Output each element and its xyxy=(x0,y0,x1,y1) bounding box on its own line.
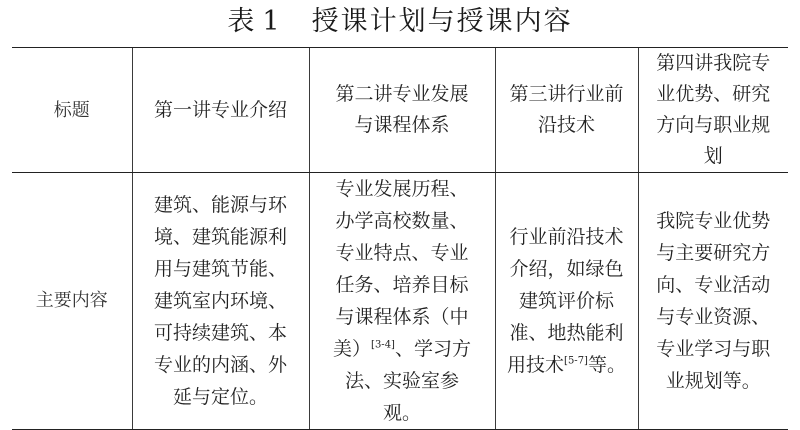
caption-label: 表 xyxy=(227,6,257,37)
content-lecture-1: 建筑、能源与环境、建筑能源利用与建筑节能、建筑室内环境、可持续建筑、本专业的内涵、外延与定位。 xyxy=(132,173,309,430)
citation-5-7: [5-7] xyxy=(564,355,588,367)
content-2-text-b: 、学习方法、实验室参观。 xyxy=(344,338,471,424)
content-row-label: 主要内容 xyxy=(12,173,132,430)
header-row-label: 标题 xyxy=(12,48,132,173)
table-header-row xyxy=(12,48,788,173)
table-content-row xyxy=(12,173,788,430)
caption-title: 授课计划与授课内容 xyxy=(311,6,573,37)
header-lecture-4: 第四讲我院专业优势、研究方向与职业规划 xyxy=(638,48,788,173)
header-lecture-1: 第一讲专业介绍 xyxy=(132,48,309,173)
content-3-text-b: 等。 xyxy=(587,354,626,376)
citation-3-4: [3-4] xyxy=(371,339,395,351)
course-plan-table xyxy=(12,47,788,430)
content-lecture-4: 我院专业优势与主要研究方向、专业活动与专业资源、专业学习与职业规划等。 xyxy=(638,173,788,430)
header-lecture-2: 第二讲专业发展与课程体系 xyxy=(309,48,495,173)
content-lecture-2 xyxy=(309,173,495,430)
header-lecture-3: 第三讲行业前沿技术 xyxy=(495,48,638,173)
content-2-text-a: 专业发展历程、办学高校数量、专业特点、专业任务、培养目标与课程体系（中美） xyxy=(333,178,469,360)
content-lecture-3 xyxy=(495,173,638,430)
caption-number: 1 xyxy=(262,6,282,37)
table-caption xyxy=(0,2,800,42)
content-3-text-a: 行业前沿技术介绍，如绿色建筑评价标准、地热能利用技术 xyxy=(507,226,624,376)
